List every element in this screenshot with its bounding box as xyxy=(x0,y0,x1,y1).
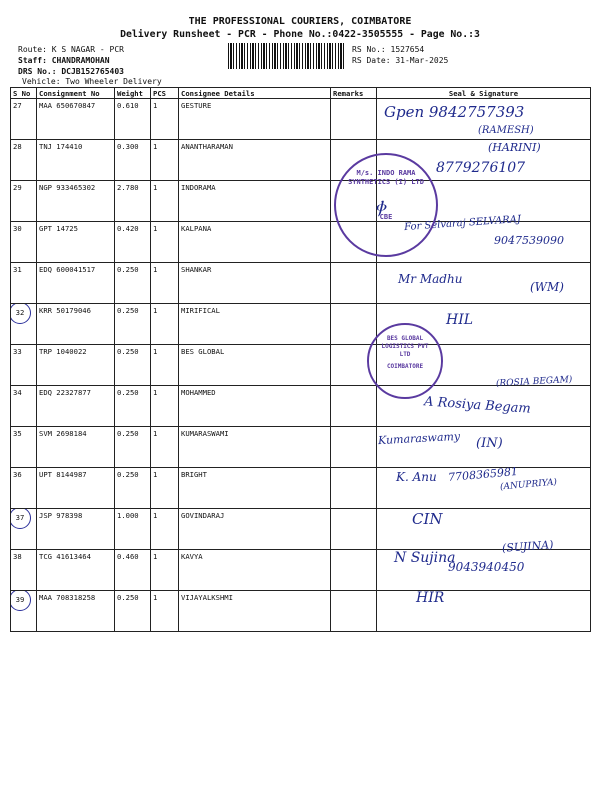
consignee-text: BRIGHT xyxy=(181,470,207,479)
remarks-cell xyxy=(331,509,377,550)
sno-cell xyxy=(11,427,37,468)
consignee-text: INDORAMA xyxy=(181,183,216,192)
weight-cell xyxy=(115,304,151,345)
pcs-cell xyxy=(151,181,179,222)
pcs-text: 1 xyxy=(153,347,158,356)
pcs-cell xyxy=(151,591,179,632)
handwriting: 7708365981 xyxy=(447,464,519,485)
sno-cell xyxy=(11,99,37,140)
pcs-cell xyxy=(151,304,179,345)
pcs-cell xyxy=(151,140,179,181)
weight-cell xyxy=(115,99,151,140)
consignee-cell xyxy=(179,263,331,304)
sno-cell xyxy=(11,181,37,222)
consignment-text: SVM 2698184 xyxy=(39,429,87,438)
consignee-text: MOHAMMED xyxy=(181,388,216,397)
consignee-cell xyxy=(179,591,331,632)
weight-text: 0.250 xyxy=(117,593,139,602)
col-pcs: PCS xyxy=(151,88,179,99)
consignment-cell xyxy=(37,140,115,181)
signature-cell xyxy=(377,591,591,632)
pcs-text: 1 xyxy=(153,142,158,151)
consignment-text: MAA 650670847 xyxy=(39,101,96,110)
sno-text: 29 xyxy=(13,183,22,192)
handwriting: ⲫ xyxy=(375,193,386,217)
sno-text: 38 xyxy=(13,552,22,561)
weight-text: 0.460 xyxy=(117,552,139,561)
weight-cell xyxy=(115,509,151,550)
consignment-cell xyxy=(37,386,115,427)
consignment-cell xyxy=(37,345,115,386)
stamp-text: BES GLOBAL LOGISTICS PVT LTD xyxy=(381,335,429,358)
pcs-cell xyxy=(151,550,179,591)
remarks-cell xyxy=(331,263,377,304)
sno-text: 30 xyxy=(13,224,22,233)
handwriting: A Rosiya Begam xyxy=(423,394,532,417)
handwriting: CIN xyxy=(412,510,443,528)
barcode xyxy=(228,43,344,69)
sno-cell xyxy=(11,468,37,509)
sno-text: 35 xyxy=(13,429,22,438)
consignment-cell xyxy=(37,427,115,468)
consignment-text: TCG 41613464 xyxy=(39,552,91,561)
pcs-cell xyxy=(151,427,179,468)
handwriting: Gpen 9842757393 xyxy=(384,103,525,121)
consignee-text: ANANTHARAMAN xyxy=(181,142,233,151)
consignment-text: EDQ 22327877 xyxy=(39,388,91,397)
consignee-text: VIJAYALKSHMI xyxy=(181,593,233,602)
sno-cell xyxy=(11,550,37,591)
signature-cell xyxy=(377,509,591,550)
consignment-cell xyxy=(37,304,115,345)
consignment-cell xyxy=(37,181,115,222)
handwriting: 8779276107 xyxy=(436,160,526,176)
weight-cell xyxy=(115,591,151,632)
consignment-cell xyxy=(37,509,115,550)
handwriting: HIL xyxy=(446,312,474,328)
pcs-cell xyxy=(151,386,179,427)
consignment-text: GPT 14725 xyxy=(39,224,78,233)
consignment-cell xyxy=(37,263,115,304)
handwriting: (SUJINA) xyxy=(501,538,554,555)
sno-text: 31 xyxy=(13,265,22,274)
table-header xyxy=(11,88,591,99)
consignment-text: KRR 50179046 xyxy=(39,306,91,315)
consignee-cell xyxy=(179,304,331,345)
col-signature: Seal & Signature xyxy=(377,88,591,99)
consignee-cell xyxy=(179,345,331,386)
pcs-cell xyxy=(151,509,179,550)
pcs-text: 1 xyxy=(153,265,158,274)
pcs-cell xyxy=(151,468,179,509)
weight-text: 1.000 xyxy=(117,511,139,520)
consignment-text: EDQ 600041517 xyxy=(39,265,96,274)
consignee-cell xyxy=(179,99,331,140)
weight-cell xyxy=(115,550,151,591)
consignee-cell xyxy=(179,140,331,181)
consignee-text: KAVYA xyxy=(181,552,203,561)
consignee-cell xyxy=(179,509,331,550)
sno-text: 39 xyxy=(11,591,32,612)
sheet-subtitle: Delivery Runsheet - PCR - Phone No.:0422-3505555 - Page No.:3 xyxy=(120,29,480,40)
weight-cell xyxy=(115,386,151,427)
consignee-cell xyxy=(179,468,331,509)
stamp-city: CBE xyxy=(379,213,393,221)
pcs-cell xyxy=(151,345,179,386)
table-row xyxy=(11,304,591,345)
weight-text: 0.250 xyxy=(117,306,139,315)
consignee-text: GESTURE xyxy=(181,101,212,110)
handwriting: Mr Madhu xyxy=(398,272,463,286)
weight-text: 0.250 xyxy=(117,388,139,397)
weight-cell xyxy=(115,345,151,386)
sno-cell xyxy=(11,345,37,386)
consignment-cell xyxy=(37,550,115,591)
pcs-text: 1 xyxy=(153,183,158,192)
weight-cell xyxy=(115,181,151,222)
consignment-cell xyxy=(37,222,115,263)
sheet-title: THE PROFESSIONAL COURIERS, COIMBATORE xyxy=(188,16,412,27)
col-remarks: Remarks xyxy=(331,88,377,99)
pcs-text: 1 xyxy=(153,224,158,233)
handwriting: HIR xyxy=(416,590,445,606)
sno-text: 37 xyxy=(11,509,32,530)
table-row xyxy=(11,263,591,304)
handwriting: (ANUPRIYA) xyxy=(499,477,558,493)
sno-cell xyxy=(11,304,37,345)
consignment-text: JSP 978398 xyxy=(39,511,83,520)
rs-date: RS Date: 31-Mar-2025 xyxy=(352,56,449,65)
weight-text: 0.610 xyxy=(117,101,139,110)
indorama-stamp xyxy=(334,153,438,257)
pcs-text: 1 xyxy=(153,429,158,438)
consignee-text: KUMARASWAMI xyxy=(181,429,229,438)
pcs-text: 1 xyxy=(153,593,158,602)
weight-text: 0.420 xyxy=(117,224,139,233)
vehicle-label: Vehicle: Two Wheeler Delivery xyxy=(22,77,162,86)
pcs-text: 1 xyxy=(153,511,158,520)
consignee-cell xyxy=(179,181,331,222)
handwriting: (WM) xyxy=(530,280,564,294)
sno-text: 28 xyxy=(13,142,22,151)
handwriting: (HARINI) xyxy=(488,141,541,154)
drs-label: DRS No.: DCJB152765403 xyxy=(18,67,124,76)
pcs-text: 1 xyxy=(153,306,158,315)
handwriting: Kumaraswamy xyxy=(377,429,461,448)
consignment-text: TRP 1040022 xyxy=(39,347,87,356)
consignment-text: TNJ 174410 xyxy=(39,142,83,151)
sno-cell xyxy=(11,509,37,550)
handwriting: (RAMESH) xyxy=(478,125,534,136)
pcs-text: 1 xyxy=(153,101,158,110)
handwriting: For Selvaraj SELVARAJ xyxy=(403,213,522,234)
consignee-cell xyxy=(179,427,331,468)
handwriting: 9047539090 xyxy=(494,234,564,247)
pcs-cell xyxy=(151,222,179,263)
consignment-text: NGP 933465302 xyxy=(39,183,96,192)
pcs-text: 1 xyxy=(153,388,158,397)
col-consignee: Consignee Details xyxy=(179,88,331,99)
sno-cell xyxy=(11,386,37,427)
sno-text: 27 xyxy=(13,101,22,110)
rs-number: RS No.: 1527654 xyxy=(352,45,425,54)
weight-cell xyxy=(115,427,151,468)
handwriting: (IN) xyxy=(476,436,503,451)
col-consignment: Consignment No xyxy=(37,88,115,99)
pcs-text: 1 xyxy=(153,552,158,561)
consignee-cell xyxy=(179,222,331,263)
route-label: Route: K S NAGAR - PCR xyxy=(18,45,124,54)
consignee-cell xyxy=(179,386,331,427)
consignee-cell xyxy=(179,550,331,591)
remarks-cell xyxy=(331,591,377,632)
table-row xyxy=(11,427,591,468)
consignment-text: UPT 8144987 xyxy=(39,470,87,479)
consignment-cell xyxy=(37,99,115,140)
bes-stamp xyxy=(367,323,443,399)
table-row xyxy=(11,591,591,632)
remarks-cell xyxy=(331,550,377,591)
pcs-cell xyxy=(151,99,179,140)
weight-text: 0.300 xyxy=(117,142,139,151)
sno-cell xyxy=(11,591,37,632)
sno-text: 36 xyxy=(13,470,22,479)
handwriting: 9043940450 xyxy=(448,560,525,574)
stamp-city: COIMBATORE xyxy=(386,363,424,370)
stamp-text: M/s. INDO RAMA SYNTHETICS (I) LTD xyxy=(348,169,424,186)
consignee-text: GOVINDARAJ xyxy=(181,511,225,520)
weight-cell xyxy=(115,468,151,509)
sno-cell xyxy=(11,140,37,181)
weight-cell xyxy=(115,140,151,181)
consignee-text: BES GLOBAL xyxy=(181,347,225,356)
handwriting: N Sujina xyxy=(394,550,456,566)
pcs-text: 1 xyxy=(153,470,158,479)
staff-label: Staff: CHANDRAMOHAN xyxy=(18,56,110,65)
consignee-text: KALPANA xyxy=(181,224,212,233)
sno-text: 34 xyxy=(13,388,22,397)
weight-text: 0.250 xyxy=(117,347,139,356)
sno-text: 33 xyxy=(13,347,22,356)
consignee-text: MIRIFICAL xyxy=(181,306,220,315)
col-sno: S No xyxy=(11,88,37,99)
handwriting: K. Anu xyxy=(396,470,437,484)
weight-text: 0.250 xyxy=(117,265,139,274)
weight-text: 0.250 xyxy=(117,470,139,479)
weight-cell xyxy=(115,263,151,304)
col-weight: Weight xyxy=(115,88,151,99)
remarks-cell xyxy=(331,99,377,140)
remarks-cell xyxy=(331,386,377,427)
consignment-cell xyxy=(37,591,115,632)
remarks-cell xyxy=(331,468,377,509)
weight-text: 2.780 xyxy=(117,183,139,192)
sno-cell xyxy=(11,263,37,304)
sno-cell xyxy=(11,222,37,263)
weight-text: 0.250 xyxy=(117,429,139,438)
pcs-cell xyxy=(151,263,179,304)
handwriting: (ROSIA BEGAM) xyxy=(495,375,573,389)
sno-text: 32 xyxy=(11,304,32,325)
remarks-cell xyxy=(331,427,377,468)
consignee-text: SHANKAR xyxy=(181,265,212,274)
consignment-cell xyxy=(37,468,115,509)
consignment-text: MAA 708318258 xyxy=(39,593,96,602)
weight-cell xyxy=(115,222,151,263)
